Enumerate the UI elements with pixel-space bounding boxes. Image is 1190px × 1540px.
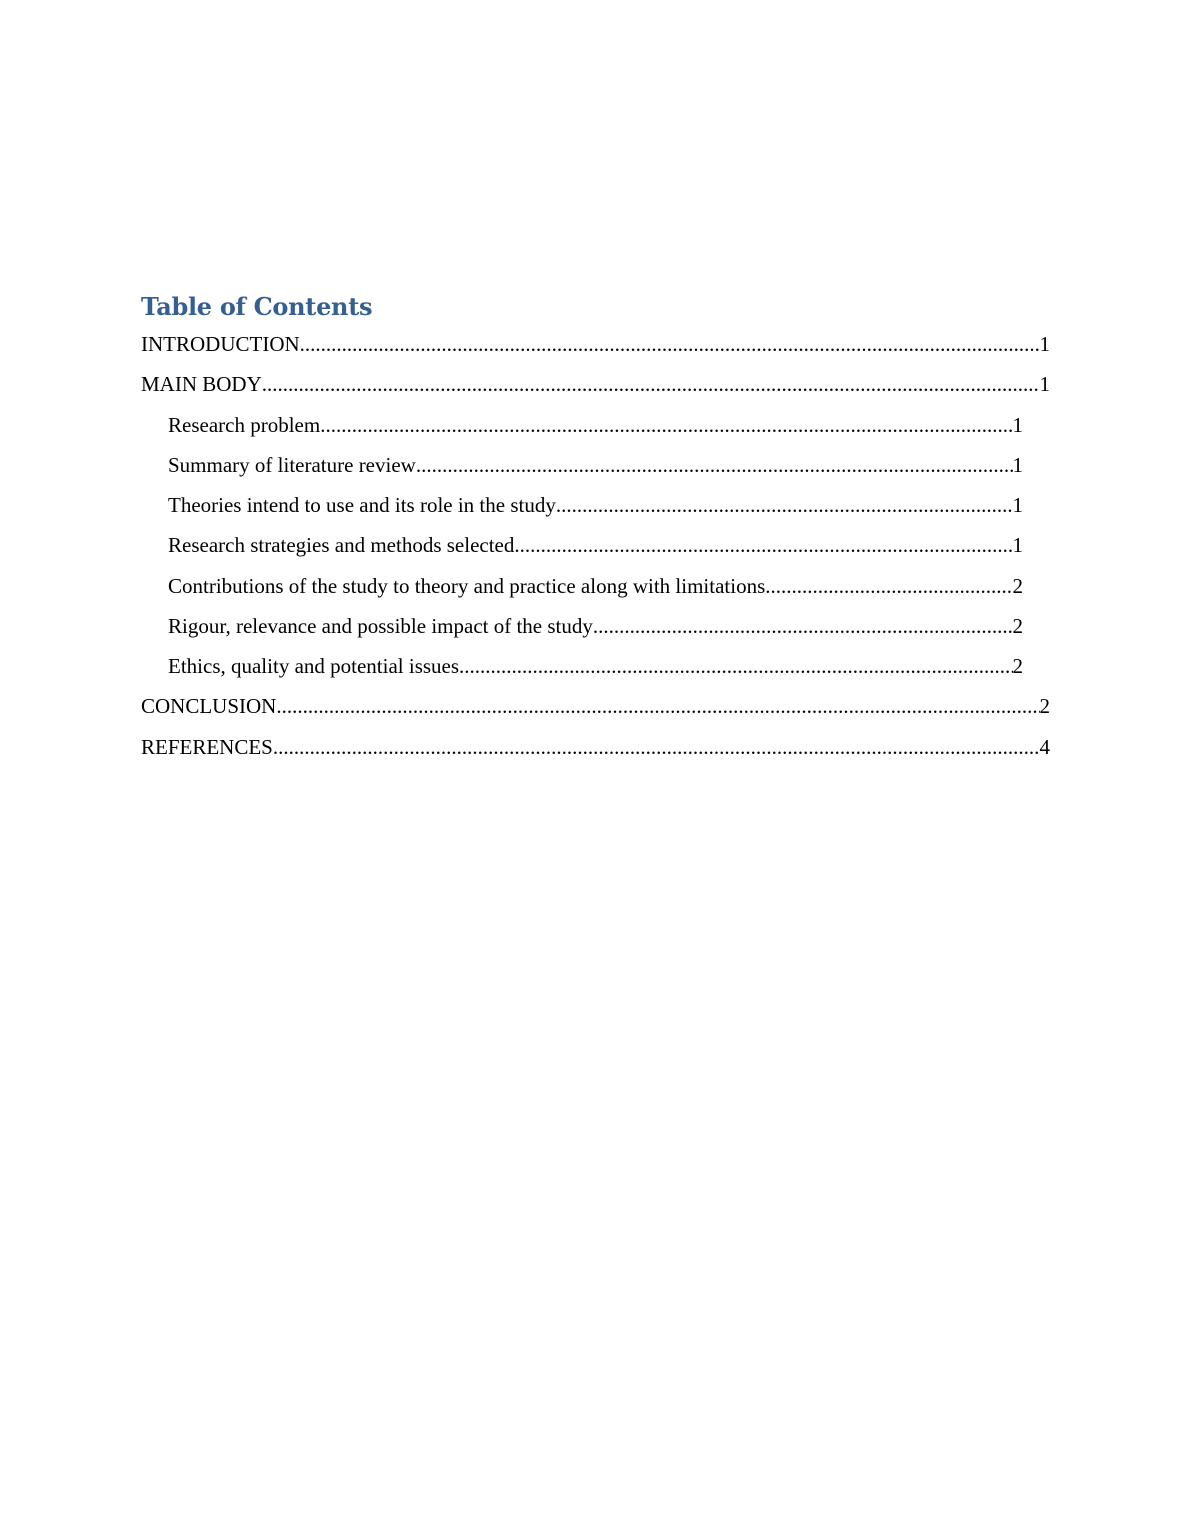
toc-dot-leader (273, 734, 1040, 760)
toc-page-number: 1 (1039, 332, 1050, 356)
toc-dot-leader (514, 532, 1012, 558)
toc-page-number: 1 (1012, 493, 1023, 517)
toc-page-number: 2 (1012, 574, 1023, 598)
toc-entry-label: MAIN BODY (141, 372, 262, 396)
toc-entry-label: Rigour, relevance and possible impact of the study (168, 614, 593, 638)
toc-entry-introduction[interactable] (141, 331, 1050, 357)
toc-entry-references[interactable] (141, 734, 1050, 760)
toc-entry-rigour[interactable] (168, 613, 1023, 639)
toc-page-number: 4 (1039, 735, 1050, 759)
toc-title: Table of Contents (141, 292, 373, 321)
toc-entry-research-problem[interactable] (168, 412, 1023, 438)
toc-entry-label: CONCLUSION (141, 694, 277, 718)
toc-page-number: 2 (1012, 614, 1023, 638)
toc-dot-leader (276, 693, 1039, 719)
toc-dot-leader (320, 412, 1012, 438)
toc-entry-label: REFERENCES (141, 735, 273, 759)
toc-dot-leader (593, 613, 1013, 639)
toc-entry-theories[interactable] (168, 492, 1023, 518)
toc-entry-label: Summary of literature review (168, 453, 416, 477)
toc-entry-label: Research strategies and methods selected (168, 533, 515, 557)
toc-entry-conclusion[interactable] (141, 693, 1050, 719)
toc-page-number: 1 (1039, 372, 1050, 396)
toc-entry-literature-review[interactable] (168, 452, 1023, 478)
toc-entry-contributions[interactable] (168, 573, 1023, 599)
toc-dot-leader (262, 371, 1040, 397)
toc-entry-label: Ethics, quality and potential issues (168, 654, 460, 678)
toc-dot-leader (765, 573, 1012, 599)
toc-entry-main-body[interactable] (141, 371, 1050, 397)
toc-entry-label: INTRODUCTION (141, 332, 300, 356)
toc-page-number: 1 (1012, 413, 1023, 437)
toc-page-number: 1 (1012, 533, 1023, 557)
toc-entry-label: Research problem (168, 413, 321, 437)
toc-page-number: 2 (1012, 654, 1023, 678)
toc-entry-label: Contributions of the study to theory and practice along with limitations (168, 574, 766, 598)
toc-page-number: 2 (1039, 694, 1050, 718)
toc-dot-leader (416, 452, 1013, 478)
toc-dot-leader (556, 492, 1013, 518)
toc-page-number: 1 (1012, 453, 1023, 477)
toc-entry-ethics[interactable] (168, 653, 1023, 679)
toc-entry-research-strategies[interactable] (168, 532, 1023, 558)
toc-dot-leader (300, 331, 1040, 357)
toc-dot-leader (459, 653, 1012, 679)
toc-entry-label: Theories intend to use and its role in the study (168, 493, 556, 517)
